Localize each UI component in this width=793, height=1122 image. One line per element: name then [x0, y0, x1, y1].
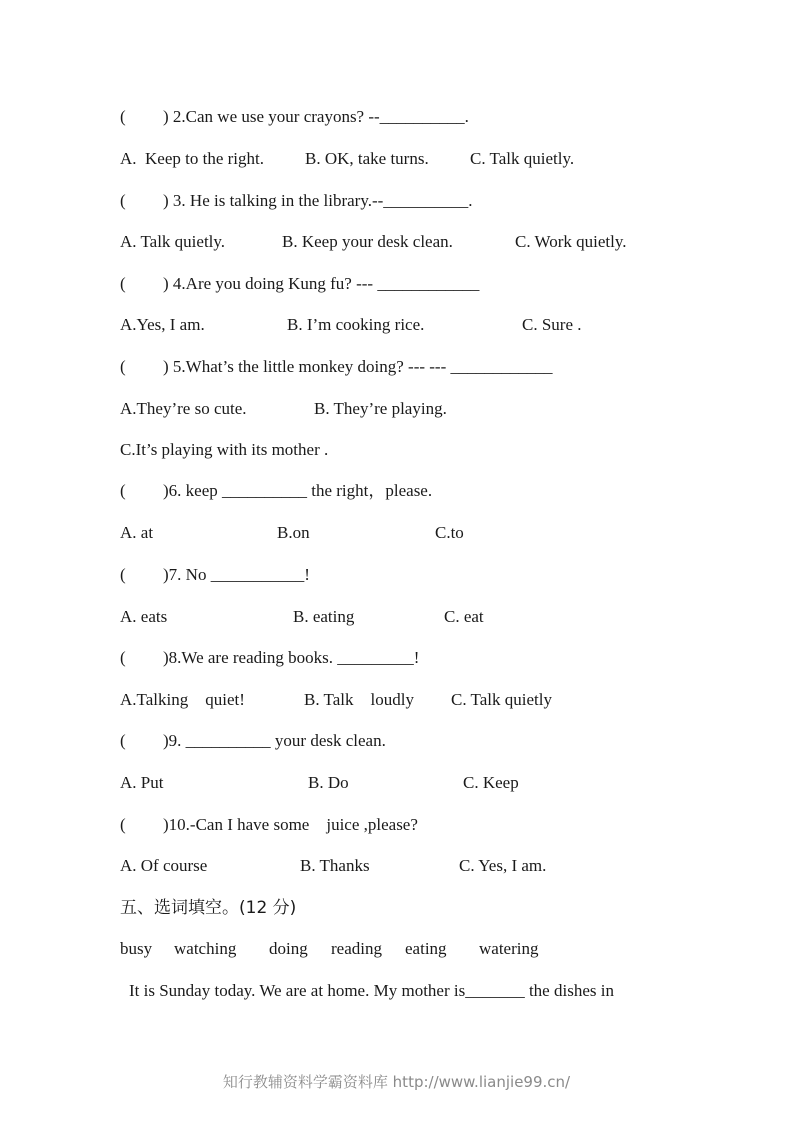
answer-paren: ( — [120, 274, 126, 293]
answer-paren: ( — [120, 731, 126, 750]
option-a: A. Of course — [120, 856, 208, 875]
option-a: A.Yes, I am. — [120, 315, 205, 334]
word-bank-item: reading — [331, 939, 382, 958]
option-b: B. Talk loudly — [304, 690, 414, 709]
option-c: C. Sure . — [522, 315, 582, 334]
question-text: )9. __________ your desk clean. — [163, 731, 386, 750]
word-bank-item: watching — [174, 939, 237, 958]
question-text: )6. keep __________ the right，please. — [163, 481, 433, 500]
option-c: C. eat — [444, 607, 484, 626]
option-a: A.They’re so cute. — [120, 399, 247, 418]
option-b: B. I’m cooking rice. — [287, 315, 425, 334]
option-a: A. Put — [120, 773, 164, 792]
section-heading: 五、选词填空。(12 分) — [120, 898, 297, 918]
option-b: B. Do — [308, 773, 349, 792]
word-bank-item: doing — [269, 939, 308, 958]
answer-paren: ( — [120, 107, 126, 126]
option-b: B. eating — [293, 607, 355, 626]
option-b: B. OK, take turns. — [305, 149, 429, 168]
answer-paren: ( — [120, 357, 126, 376]
option-a: A.Talking quiet! — [120, 690, 245, 709]
question-text: ) 2.Can we use your crayons? --__________. — [163, 107, 469, 126]
passage-line — [0, 980, 614, 1046]
option-a: A. eats — [120, 607, 168, 626]
answer-paren: ( — [120, 481, 126, 500]
answer-paren: ( — [120, 648, 126, 667]
footer-watermark: 知行教辅资料学霸资料库 http://www.lianjie99.cn/ — [222, 1073, 571, 1091]
option-c: C. Work quietly. — [515, 232, 627, 251]
question-text: )7. No ___________! — [163, 565, 310, 584]
question-text: ) 4.Are you doing Kung fu? --- ____________ — [163, 274, 480, 293]
option-c: C. Talk quietly — [451, 690, 552, 709]
answer-paren: ( — [120, 191, 126, 210]
answer-paren: ( — [120, 565, 126, 584]
question-text: )8.We are reading books. _________! — [163, 648, 420, 667]
option-c: C. Yes, I am. — [459, 856, 547, 875]
option-b: B.on — [277, 523, 310, 542]
passage-text: It is Sunday today. We are at home. My mother is_______ the dishes in — [129, 981, 614, 1000]
word-bank-item: watering — [479, 939, 539, 958]
option-c: C. Talk quietly. — [470, 149, 575, 168]
question-text: ) 5.What’s the little monkey doing? --- --- ____________ — [163, 357, 553, 376]
option-a: A. at — [120, 523, 154, 542]
option-b: B. They’re playing. — [314, 399, 447, 418]
option-c: C.It’s playing with its mother . — [120, 440, 329, 459]
option-a: A. Talk quietly. — [120, 232, 226, 251]
option-c: C. Keep — [463, 773, 519, 792]
word-bank-item: busy — [120, 939, 153, 958]
question-text: ) 3. He is talking in the library.--__________. — [163, 191, 473, 210]
option-c: C.to — [435, 523, 464, 542]
option-b: B. Keep your desk clean. — [282, 232, 453, 251]
word-bank-item: eating — [405, 939, 447, 958]
question-text: )10.-Can I have some juice ,please? — [163, 815, 418, 834]
answer-paren: ( — [120, 815, 126, 834]
option-b: B. Thanks — [300, 856, 370, 875]
option-a: A. Keep to the right. — [120, 149, 264, 168]
